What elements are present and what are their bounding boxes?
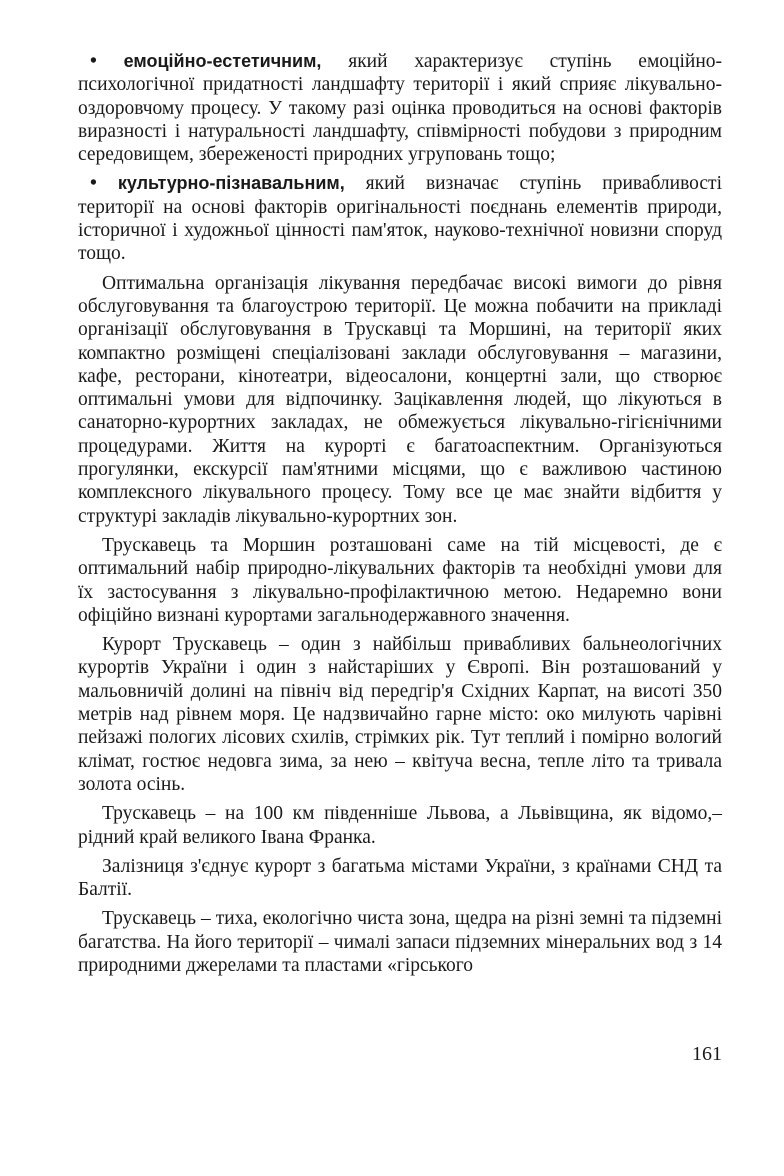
bullet-paragraph-cultural xyxy=(78,172,722,265)
paragraph-ecology: Трускавець – тиха, екологічно чиста зона, щедра на різні земні та підземні багатства. На його території – чималі запаси підземних мінеральних вод з 14 природними джерелами та пластами «гірського xyxy=(78,908,722,976)
page-body xyxy=(78,50,722,977)
paragraph-resort-truskavets: Курорт Трускавець – один з найбільш привабливих бальнеологічних курортів України і один з найстаріших у Європі. Він розташований у мальовничій долині на північ від передгір'я Східних Карпат, на висоті 350 метрів над рівнем моря. Це надзвичайно гарне місто: око милують чарівні пейзажі пологих лісових схилів, стрімких рік. Тут теплий і помірно вологий клімат, гостює недовга зима, за нею – квітуча весна, тепле літо та тривала золота осінь. xyxy=(78,634,722,795)
paragraph-distance: Трускавець – на 100 км південніше Львова, а Львівщина, як відомо,– рідний край великого Івана Франка. xyxy=(78,803,722,848)
bullet-marker: • xyxy=(90,51,97,72)
bullet-term: емоційно-естетичним, xyxy=(123,51,322,71)
paragraph-railway: Залізниця з'єднує курорт з багатьма містами України, з країнами СНД та Балтії. xyxy=(78,855,722,901)
page-number: 161 xyxy=(692,1043,722,1065)
paragraph-location: Трускавець та Моршин розташовані саме на тій місцевості, де є оптимальний набір природно-лікувальних факторів та необхідні умови для їх застосування з лікувально-профілактичною метою. Недаремно вони офіційно визнані курортами загальнодержавного значення. xyxy=(78,534,722,626)
bullet-text: який характеризує ступінь емоційно-психологічної придатності ландшафту території і який сприяє лікувально-оздоровчому процесу. У такому разі оцінка проводиться на основі факторів виразності і натуральності ландшафту, співмірності побудови з природним середовищем, збереженості природних угруповань тощо; xyxy=(78,51,722,166)
paragraph-organization: Оптимальна організація лікування передбачає високі вимоги до рівня обслуговування та благоустрою території. Це можна побачити на прикладі організації обслуговування в Трускавці та Моршині, на території яких компактно розміщені спеціалізовані заклади обслуговування – магазини, кафе, ресторани, кінотеатри, відеосалони, концертні зали, що створює оптимальні умови для відпочинку. Зацікавлення людей, що лікуються в санаторно-курортних закладах, не обмежується лікувально-гігієнічними процедурами. Життя на курорті є багатоаспектним. Організуються прогулянки, екскурсії пам'ятними місцями, що є важливою частиною комплексного лікувального процесу. Тому все це має знайти відбиття у структурі закладів лікувально-курортних зон. xyxy=(78,272,722,527)
bullet-marker: • xyxy=(90,173,97,195)
bullet-term: культурно-пізнавальним, xyxy=(117,173,345,194)
bullet-paragraph-emotional xyxy=(78,50,722,166)
bullet-text: який визначає ступінь привабливості території на основі факторів оригінальності поєднань елементів природи, історичної і художньої цінності пам'яток, науково-технічної новизни споруд тощо. xyxy=(78,173,723,265)
